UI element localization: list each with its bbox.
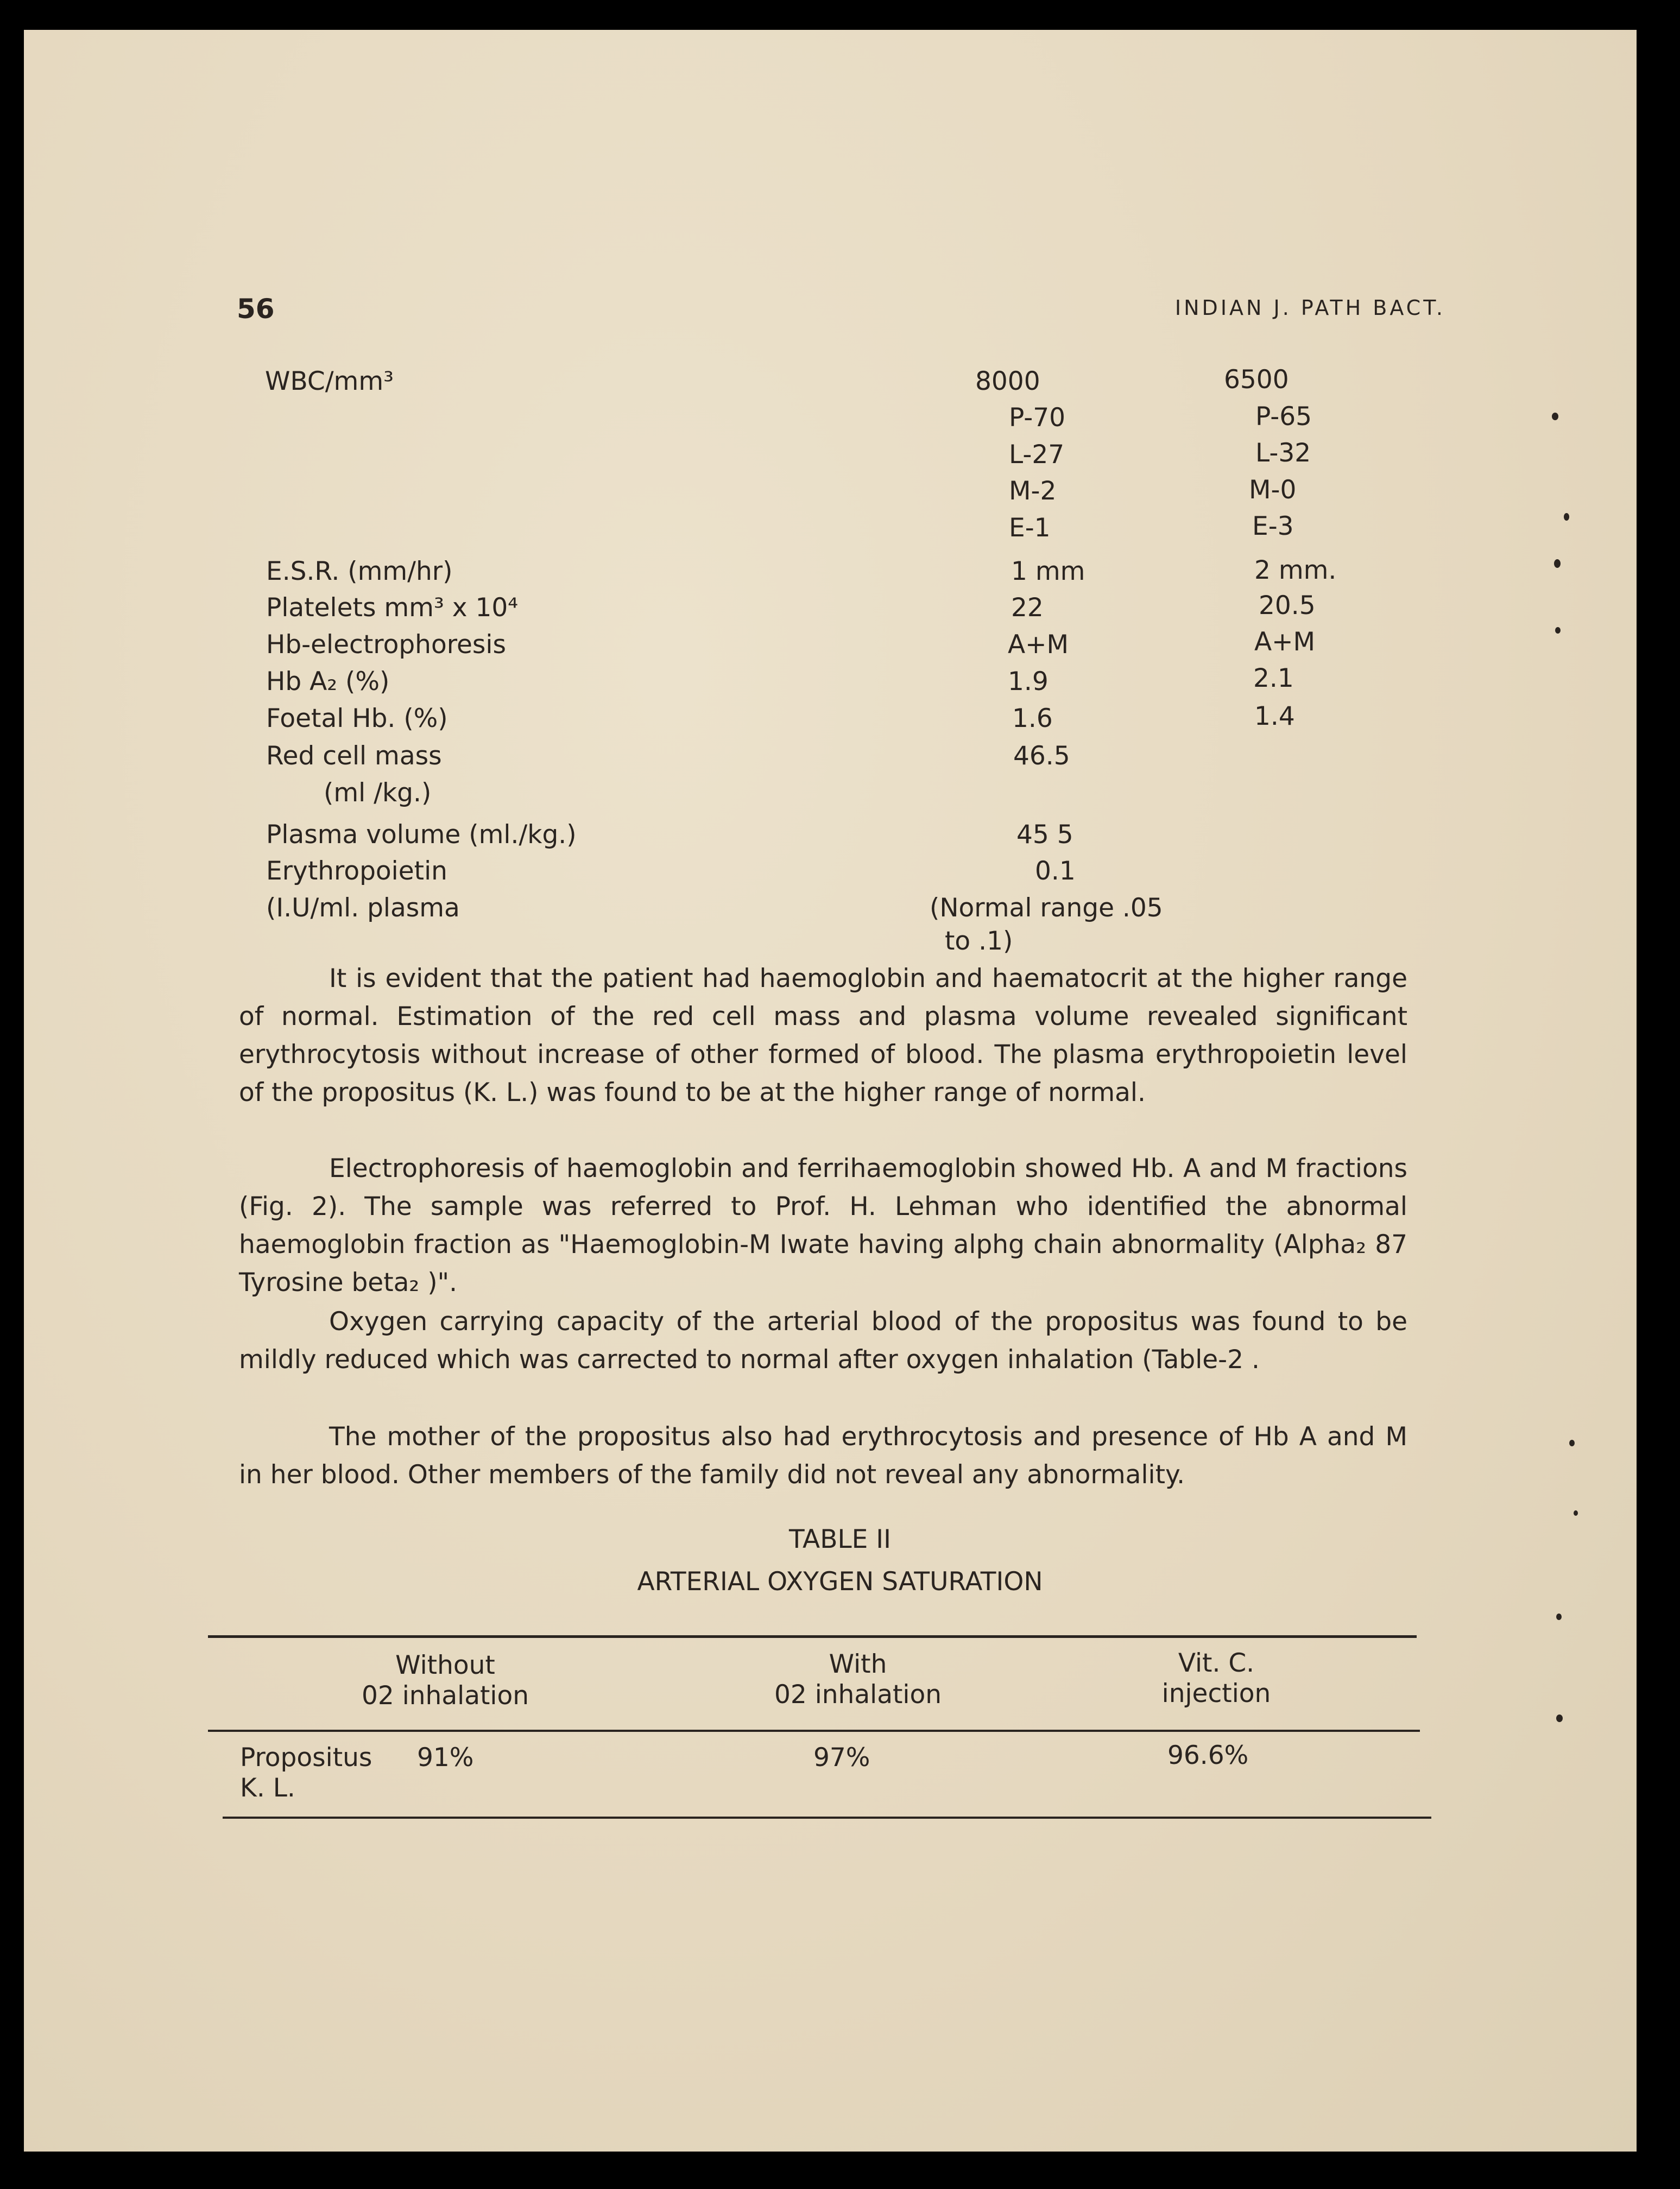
journal-running-head: INDIAN J. PATH BACT. (1174, 296, 1445, 320)
lab-row-value-1: 22 (1011, 593, 1044, 623)
differential-1: E-1 (1009, 513, 1051, 543)
page-number: 56 (237, 293, 275, 325)
margin-mark (1554, 559, 1561, 568)
table-header-with-o2: With 02 inhalation (774, 1649, 942, 1710)
table-header-without-o2: Without 02 inhalation (361, 1650, 529, 1711)
wbc-value-1: 8000 (975, 366, 1040, 396)
table-title: ARTERIAL OXYGEN SATURATION (637, 1567, 1043, 1597)
differential-1: P-70 (1009, 403, 1066, 433)
differential-2: M-0 (1249, 475, 1297, 505)
margin-mark (1556, 1714, 1563, 1722)
lab-row-value-1: 1 mm (1011, 556, 1085, 586)
differential-2: P-65 (1255, 402, 1312, 432)
lab-row-value-2: A+M (1254, 627, 1316, 657)
paragraph: It is evident that the patient had haemoglobin and haematocrit at the higher range of normal. Estimation of the red cell mass and plasma volume revealed significant erythrocytosis without increase of other formed of blood. The plasma erythropoietin level of the propositus (K. L.) was found to be at the higher range of normal. (239, 964, 1407, 1108)
normal-range-line-2: to .1) (945, 926, 1013, 956)
table-header-rule (208, 1730, 1420, 1732)
red-cell-mass-value: 46.5 (1013, 741, 1070, 771)
lab-row-value-2: 2.1 (1253, 663, 1294, 693)
plasma-volume-label: Plasma volume (ml./kg.) (266, 820, 577, 850)
value-without-o2: 91% (417, 1743, 474, 1773)
margin-mark (1569, 1440, 1575, 1446)
erythropoietin-label: Erythropoietin (266, 856, 447, 886)
lab-row-label: Hb-electrophoresis (266, 630, 506, 660)
differential-2: E-3 (1252, 511, 1294, 541)
lab-row-value-2: 2 mm. (1254, 555, 1337, 585)
red-cell-mass-label: Red cell mass (266, 741, 442, 771)
table-bottom-rule (223, 1817, 1431, 1819)
table-header-vit-c: Vit. C. injection (1161, 1648, 1271, 1709)
margin-mark (1556, 1614, 1562, 1620)
wbc-value-2: 6500 (1224, 365, 1289, 395)
table-row-label: Propositus K. L. (240, 1743, 372, 1803)
normal-range-line-1: (Normal range .05 (930, 893, 1163, 923)
lab-row-label: E.S.R. (mm/hr) (266, 556, 453, 586)
paragraph: Oxygen carrying capacity of the arterial blood of the propositus was found to be mildly reduced which was carrected to normal after oxygen inhalation (Table-2 . (239, 1307, 1407, 1375)
margin-mark (1552, 413, 1558, 420)
wbc-label: WBC/mm³ (265, 366, 394, 396)
erythropoietin-value: 0.1 (1035, 856, 1076, 886)
lab-row-value-2: 20.5 (1259, 591, 1316, 621)
margin-mark (1555, 627, 1561, 634)
value-with-o2: 97% (813, 1743, 870, 1773)
paragraph: The mother of the propositus also had erythrocytosis and presence of Hb A and M in her blood. Other members of the family did not reveal any abnormality. (239, 1422, 1407, 1490)
table-top-rule (208, 1635, 1417, 1638)
margin-mark (1574, 1510, 1578, 1516)
lab-row-value-1: 1.9 (1008, 667, 1049, 697)
paragraph: Electrophoresis of haemoglobin and ferrihaemoglobin showed Hb. A and M fractions (Fig. 2). The sample was referred to Prof. H. Lehman who identified the abnormal haemoglobin fraction as "Haemoglobin-M Iwate having alphg chain abnormality (Alpha₂ 87 Tyrosine beta₂ )". (239, 1154, 1407, 1298)
differential-2: L-32 (1255, 438, 1311, 468)
lab-row-label: Hb A₂ (%) (266, 667, 390, 697)
table-number: TABLE II (789, 1524, 891, 1554)
lab-row-label: Platelets mm³ x 10⁴ (266, 593, 519, 623)
lab-row-value-1: 1.6 (1012, 704, 1053, 733)
margin-mark (1564, 513, 1569, 521)
differential-1: L-27 (1009, 440, 1065, 470)
erythropoietin-unit: (I.U/ml. plasma (266, 893, 460, 923)
value-vit-c: 96.6% (1167, 1741, 1249, 1770)
lab-row-value-1: A+M (1008, 630, 1069, 660)
lab-row-value-2: 1.4 (1254, 701, 1295, 731)
lab-row-label: Foetal Hb. (%) (266, 704, 448, 733)
differential-1: M-2 (1009, 476, 1057, 506)
red-cell-mass-unit: (ml /kg.) (324, 778, 432, 808)
plasma-volume-value: 45 5 (1016, 820, 1073, 850)
